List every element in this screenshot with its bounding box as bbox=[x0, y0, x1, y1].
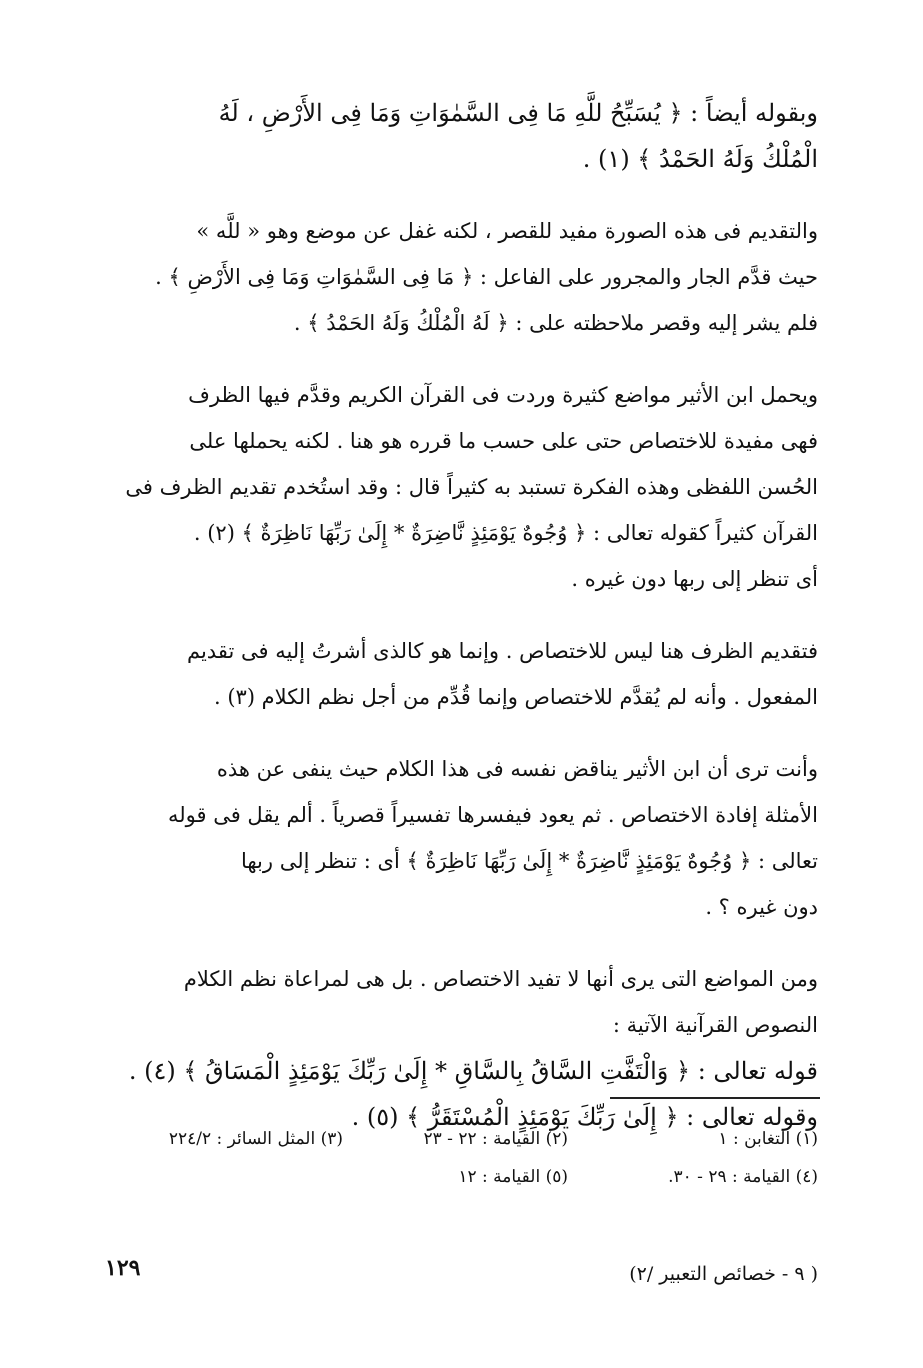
paragraph bbox=[108, 90, 818, 182]
paragraph bbox=[108, 956, 818, 1140]
text-line: حيث قدَّم الجار والمجرور على الفاعل : ﴿ مَا فِى السَّمٰوَاتِ وَمَا فِى الأَرْضِ ﴾ . bbox=[155, 265, 818, 289]
text-line: قوله تعالى : ﴿ وَالْتَفَّتِ السَّاقُ بِالسَّاقِ * إِلَىٰ رَبِّكَ يَوْمَئِذٍ الْمَسَاقُ ﴾ (٤) . bbox=[128, 1057, 818, 1085]
text-line: ويحمل ابن الأثير مواضع كثيرة وردت فى القرآن الكريم وقدَّم فيها الظرف bbox=[188, 383, 818, 407]
text-line: فهى مفيدة للاختصاص حتى على حسب ما قرره هو هنا . لكنه يحملها على bbox=[189, 429, 818, 453]
page-number: ١٢٩ bbox=[105, 1255, 141, 1281]
footnote-3: (٣) المثل السائر : ٢٢٤/٢ bbox=[168, 1129, 343, 1149]
footnote-divider bbox=[610, 1097, 820, 1099]
text-line: ومن المواضع التى يرى أنها لا تفيد الاختصاص . بل هى لمراعاة نظم الكلام bbox=[183, 967, 818, 991]
footnote-row bbox=[108, 1120, 818, 1158]
text-line: دون غيره ؟ . bbox=[705, 895, 818, 919]
text-line: فتقديم الظرف هنا ليس للاختصاص . وإنما هو كالذى أشرتُ إليه فى تقديم bbox=[186, 639, 818, 663]
text-line: والتقديم فى هذه الصورة مفيد للقصر ، لكنه غفل عن موضع وهو « للَّه » bbox=[196, 219, 818, 243]
text-line: أى تنظر إلى ربها دون غيره . bbox=[571, 567, 818, 591]
paragraph bbox=[108, 746, 818, 930]
text-line: القرآن كثيراً كقوله تعالى : ﴿ وُجُوهٌ يَوْمَئِذٍ نَّاضِرَةٌ * إِلَىٰ رَبِّهَا نَاظِرَةٌ ﴾ (٢) . bbox=[193, 521, 818, 545]
text-line: النصوص القرآنية الآتية : bbox=[612, 1013, 818, 1037]
text-line: الْمُلْكُ وَلَهُ الحَمْدُ ﴾ (١) . bbox=[582, 145, 818, 173]
body-text bbox=[108, 90, 818, 1166]
footnote-5: (٥) القيامة : ١٢ bbox=[458, 1167, 568, 1187]
text-line: الأمثلة إفادة الاختصاص . ثم يعود فيفسرها تفسيراً قصرياً . ألم يقل فى قوله bbox=[168, 803, 818, 827]
text-line: وبقوله أيضاً : ﴿ يُسَبِّحُ للَّهِ مَا فِى السَّمٰوَاتِ وَمَا فِى الأَرْضِ ، لَهُ bbox=[218, 99, 818, 127]
footnote-2: (٢) القيامة : ٢٢ - ٢٣ bbox=[423, 1129, 568, 1149]
book-reference: ( ٩ - خصائص التعبير /٢) bbox=[629, 1263, 818, 1285]
text-line: وأنت ترى أن ابن الأثير يناقض نفسه فى هذا الكلام حيث ينفى عن هذه bbox=[216, 757, 818, 781]
page-footer bbox=[105, 1255, 818, 1295]
footnote-4: (٤) القيامة : ٢٩ - ٣٠. bbox=[668, 1167, 818, 1187]
text-line: فلم يشر إليه وقصر ملاحظته على : ﴿ لَهُ الْمُلْكُ وَلَهُ الحَمْدُ ﴾ . bbox=[293, 311, 818, 335]
paragraph bbox=[108, 628, 818, 720]
paragraph bbox=[108, 372, 818, 602]
footnote-row bbox=[108, 1158, 818, 1196]
footnotes bbox=[108, 1120, 818, 1196]
footnote-1: (١) التغابن : ١ bbox=[718, 1129, 818, 1149]
text-line: المفعول . وأنه لم يُقدَّم للاختصاص وإنما قُدِّم من أجل نظم الكلام (٣) . bbox=[213, 685, 818, 709]
text-line: تعالى : ﴿ وُجُوهٌ يَوْمَئِذٍ نَّاضِرَةٌ * إِلَىٰ رَبِّهَا نَاظِرَةٌ ﴾ أى : تنظر إلى ربها bbox=[240, 849, 818, 873]
text-line: الحُسن اللفظى وهذه الفكرة تستبد به كثيراً قال : وقد استُخدم تقديم الظرف فى bbox=[125, 475, 818, 499]
text-line: وقوله تعالى : ﴿ إِلَىٰ رَبِّكَ يَوْمَئِذٍ الْمُسْتَقَرُّ ﴾ (٥) . bbox=[351, 1103, 818, 1131]
paragraph bbox=[108, 208, 818, 346]
